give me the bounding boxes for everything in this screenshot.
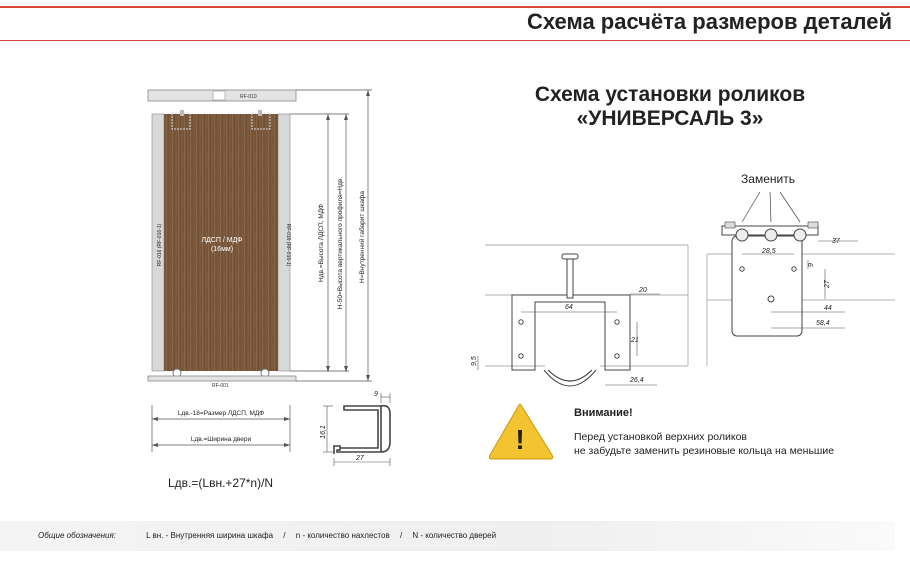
- footer-legend: [38, 531, 496, 540]
- profile-section: [334, 406, 381, 454]
- warning-line1: Перед установкой верхних роликов: [574, 431, 748, 443]
- section-dim-height: 16,1: [320, 425, 327, 439]
- warning-exclamation: !: [515, 424, 525, 455]
- profile-section-edge: [381, 406, 390, 452]
- install-title-line1: Схема установки роликов: [534, 83, 806, 106]
- section-dim-width: 27: [356, 455, 364, 462]
- side-dim-95: 9,5: [471, 356, 478, 366]
- roller-wheel-icon: [180, 110, 184, 116]
- side-dim-64: 64: [565, 304, 573, 311]
- footer-lead: Общие обозначения:: [38, 531, 116, 540]
- top-profile-label: RF-010: [240, 94, 257, 100]
- bottom-profile-label: RF-001: [212, 383, 229, 389]
- roller-front-diagram: [707, 192, 895, 366]
- roller-wheel-icon: [258, 110, 262, 116]
- warning-text: [574, 430, 834, 458]
- panel-thickness-label: (16мм): [210, 246, 234, 253]
- footer-item-lvn: L вн. - Внутренняя ширина шкафа: [146, 531, 274, 540]
- bottom-profile: [148, 376, 296, 381]
- footer-separator: /: [399, 531, 403, 540]
- section-dim-top: 9: [374, 391, 378, 398]
- front-dim-584: 58,4: [816, 320, 830, 327]
- side-dim-21: 21: [631, 337, 639, 344]
- top-profile-clip: [213, 91, 225, 100]
- side-dim-20: 20: [639, 287, 647, 294]
- front-dim-9: 9: [808, 263, 815, 267]
- warning-line2: не забудьте заменить резиновые кольца на меньшие: [574, 445, 835, 457]
- right-profile-label: RF-016 (RF-016-1): [285, 223, 291, 267]
- front-dim-44: 44: [824, 305, 832, 312]
- dim-h-label: H=Внутренний габарит шкафа: [359, 191, 366, 283]
- footer-item-n: n - количество нахлестов: [295, 531, 390, 540]
- front-dim-27: 27: [824, 280, 831, 288]
- warning-title: Внимание!: [574, 407, 633, 419]
- install-title: [500, 83, 840, 131]
- roller-side-diagram: [485, 245, 688, 386]
- left-profile-label: RF-016 (RF-016-1): [157, 223, 163, 267]
- front-dim-285: 28,5: [762, 248, 776, 255]
- install-title-line2: «УНИВЕРСАЛЬ 3»: [576, 107, 764, 130]
- page-title: Схема расчёта размеров деталей: [526, 9, 892, 34]
- footer-item-doors: N - количество дверей: [412, 531, 497, 540]
- panel-material-label: ЛДСП / МДФ: [201, 237, 243, 244]
- dim-h50-label: H-50=Высота вертикального профиля=Hдв.: [337, 176, 344, 310]
- footer-separator: /: [283, 531, 286, 540]
- dim-ldv-label: Lдв.=Ширина двери: [190, 436, 252, 443]
- side-dim-264: 26,4: [630, 377, 644, 384]
- replace-label: Заменить: [741, 172, 795, 186]
- front-dim-37: 37: [832, 238, 840, 245]
- door-width-formula: Lдв.=(Lвн.+27*n)/N: [168, 476, 274, 490]
- dim-ldv18-label: Lдв.-18=Размер ЛДСП, МДФ: [177, 410, 265, 417]
- dim-hdv-label: Hдв.=Высота ЛДСП, МДФ: [318, 204, 325, 282]
